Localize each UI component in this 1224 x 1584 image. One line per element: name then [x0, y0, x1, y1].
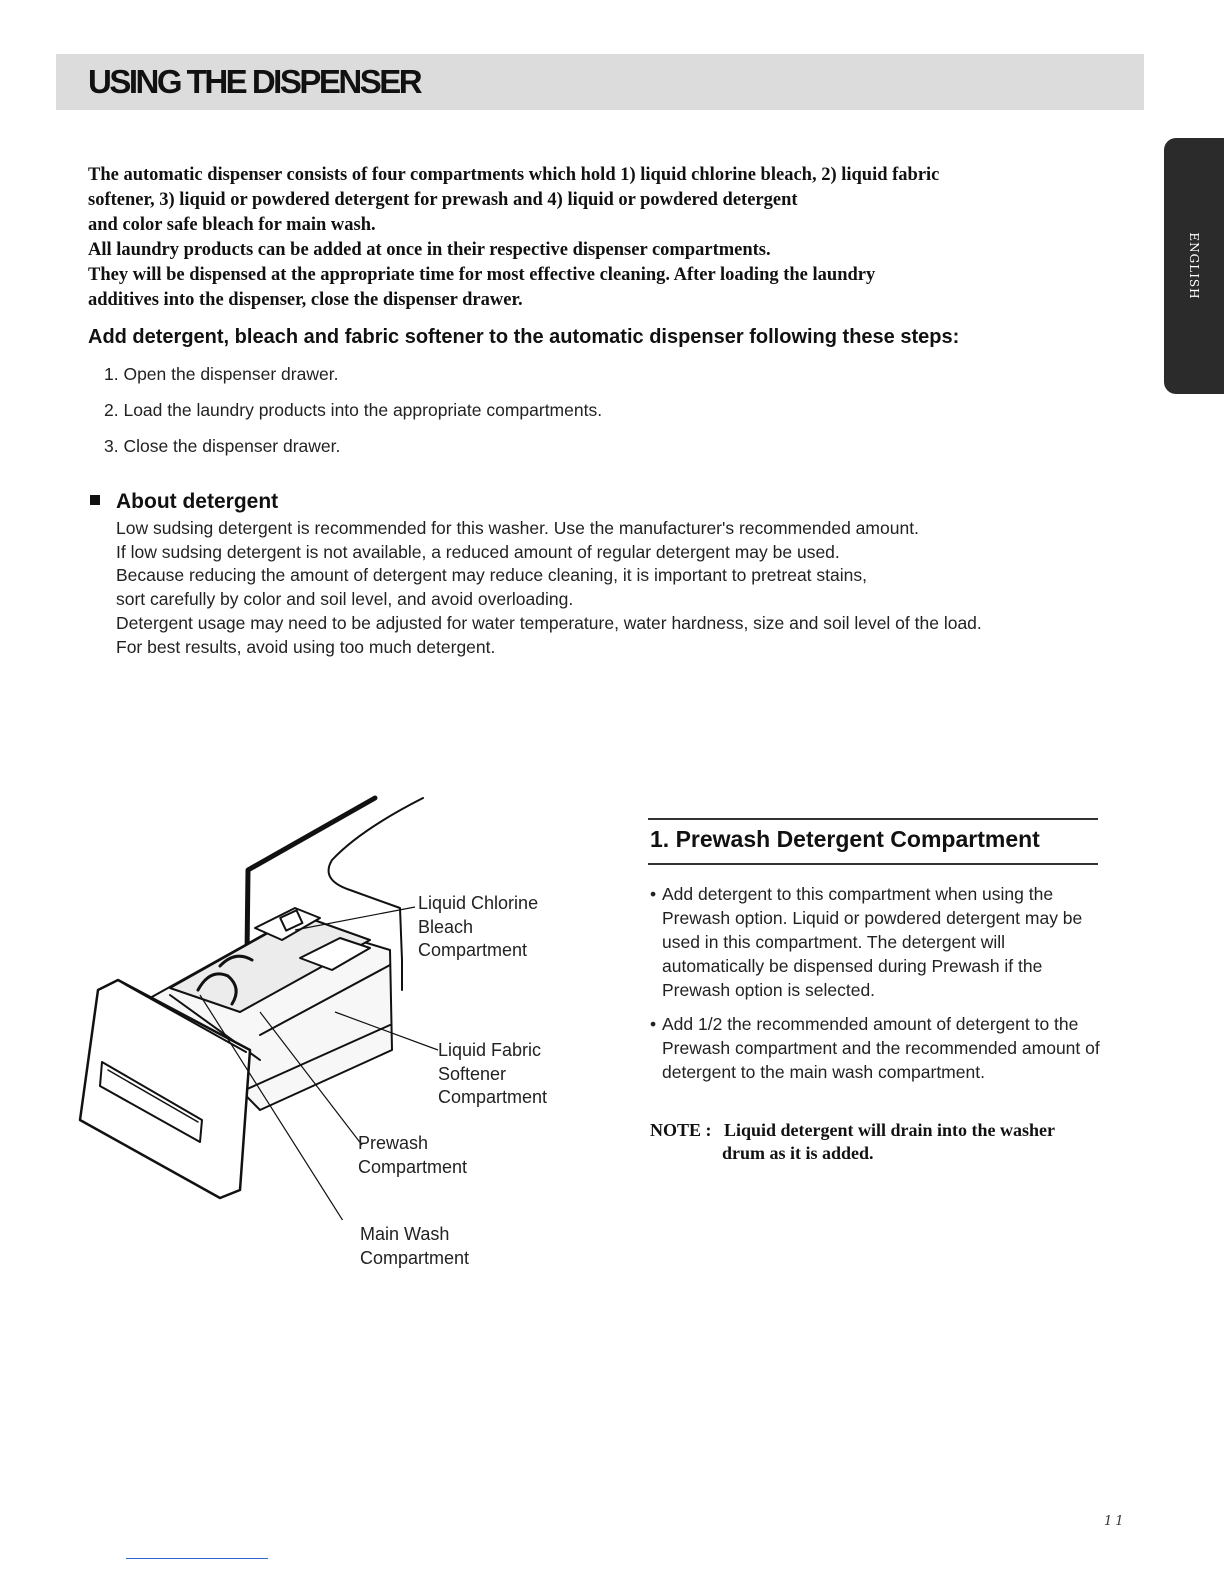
steps-heading: Add detergent, bleach and fabric softener to the automatic dispenser following these steps:: [88, 326, 960, 348]
callout-softener-line: Liquid Fabric: [438, 1040, 542, 1060]
callout-prewash-line: Compartment: [358, 1156, 468, 1177]
page-number: 11: [1104, 1514, 1127, 1529]
callout-main-wash-line: Main Wash: [360, 1224, 450, 1244]
prewash-bullet: • Add detergent to this compartment when using the Prewash option. Liquid or powdered detergent may be used in this compartment. The detergent will automatically be dispensed during Prewash if the Prewash option is selected.: [650, 882, 1100, 1002]
prewash-section-bullets: [650, 882, 1100, 1094]
about-line: Because reducing the amount of detergent may reduce cleaning, it is important to pretreat stains,: [116, 565, 867, 586]
dispenser-drawer-illustration: [70, 790, 590, 1220]
intro-line: They will be dispensed at the appropriate time for most effective cleaning. After loading the laundry: [88, 265, 876, 285]
about-line: Detergent usage may need to be adjusted for water temperature, water hardness, size and soil level of the load.: [116, 612, 982, 633]
page-title-bar: [56, 54, 1144, 110]
page-title: USING THE DISPENSER: [88, 63, 421, 100]
about-line: sort carefully by color and soil level, and avoid overloading.: [116, 589, 574, 610]
language-tab: [1164, 138, 1224, 394]
about-detergent-body: [116, 517, 1116, 659]
bottom-link-underline: [126, 1558, 268, 1559]
callout-bleach: [418, 892, 538, 963]
intro-line: The automatic dispenser consists of four compartments which hold 1) liquid chlorine bleach, 2) liquid fabric: [88, 165, 940, 185]
note-line-2: drum as it is added.: [722, 1143, 874, 1163]
prewash-bullet: • Add 1/2 the recommended amount of detergent to the Prewash compartment and the recommended amount of detergent to the main wash compartment.: [650, 1012, 1100, 1084]
callout-softener-line: Softener: [438, 1063, 507, 1084]
about-line: Low sudsing detergent is recommended for this washer. Use the manufacturer's recommended amount.: [116, 518, 919, 538]
about-line: If low sudsing detergent is not available, a reduced amount of regular detergent may be used.: [116, 541, 840, 562]
about-detergent-heading-text: About detergent: [116, 490, 279, 513]
callout-prewash: [358, 1132, 467, 1179]
step-item: 3. Close the dispenser drawer.: [104, 436, 341, 456]
prewash-note: [650, 1119, 1110, 1165]
square-bullet-icon: [90, 495, 100, 505]
step-item: 1. Open the dispenser drawer.: [104, 364, 339, 384]
prewash-section-title: 1. Prewash Detergent Compartment: [650, 826, 1040, 852]
callout-main-wash-line: Compartment: [360, 1247, 470, 1268]
steps-list: [104, 362, 602, 470]
intro-line: and color safe bleach for main wash.: [88, 215, 376, 235]
callout-prewash-line: Prewash: [358, 1133, 429, 1153]
section-rule-bottom: [648, 863, 1098, 865]
callout-softener-line: Compartment: [438, 1087, 548, 1107]
intro-paragraph: [88, 163, 1078, 313]
callout-main-wash: [360, 1223, 469, 1270]
callout-bleach-line: Compartment: [418, 940, 528, 960]
callout-bleach-line: Liquid Chlorine: [418, 893, 539, 913]
callout-bleach-line: Bleach: [418, 916, 474, 937]
note-label: NOTE :: [650, 1120, 712, 1140]
intro-line: All laundry products can be added at once in their respective dispenser compartments.: [88, 240, 771, 260]
intro-line: softener, 3) liquid or powdered detergent for prewash and 4) liquid or powdered detergent: [88, 190, 798, 210]
step-item: 2. Load the laundry products into the appropriate compartments.: [104, 400, 603, 420]
about-line: For best results, avoid using too much detergent.: [116, 636, 496, 657]
section-rule-top: [648, 818, 1098, 820]
note-line-1: Liquid detergent will drain into the washer: [724, 1120, 1056, 1140]
about-detergent-heading: [90, 490, 278, 514]
intro-line: additives into the dispenser, close the dispenser drawer.: [88, 290, 523, 310]
callout-softener: [438, 1039, 547, 1110]
language-tab-label: ENGLISH: [1187, 232, 1201, 300]
